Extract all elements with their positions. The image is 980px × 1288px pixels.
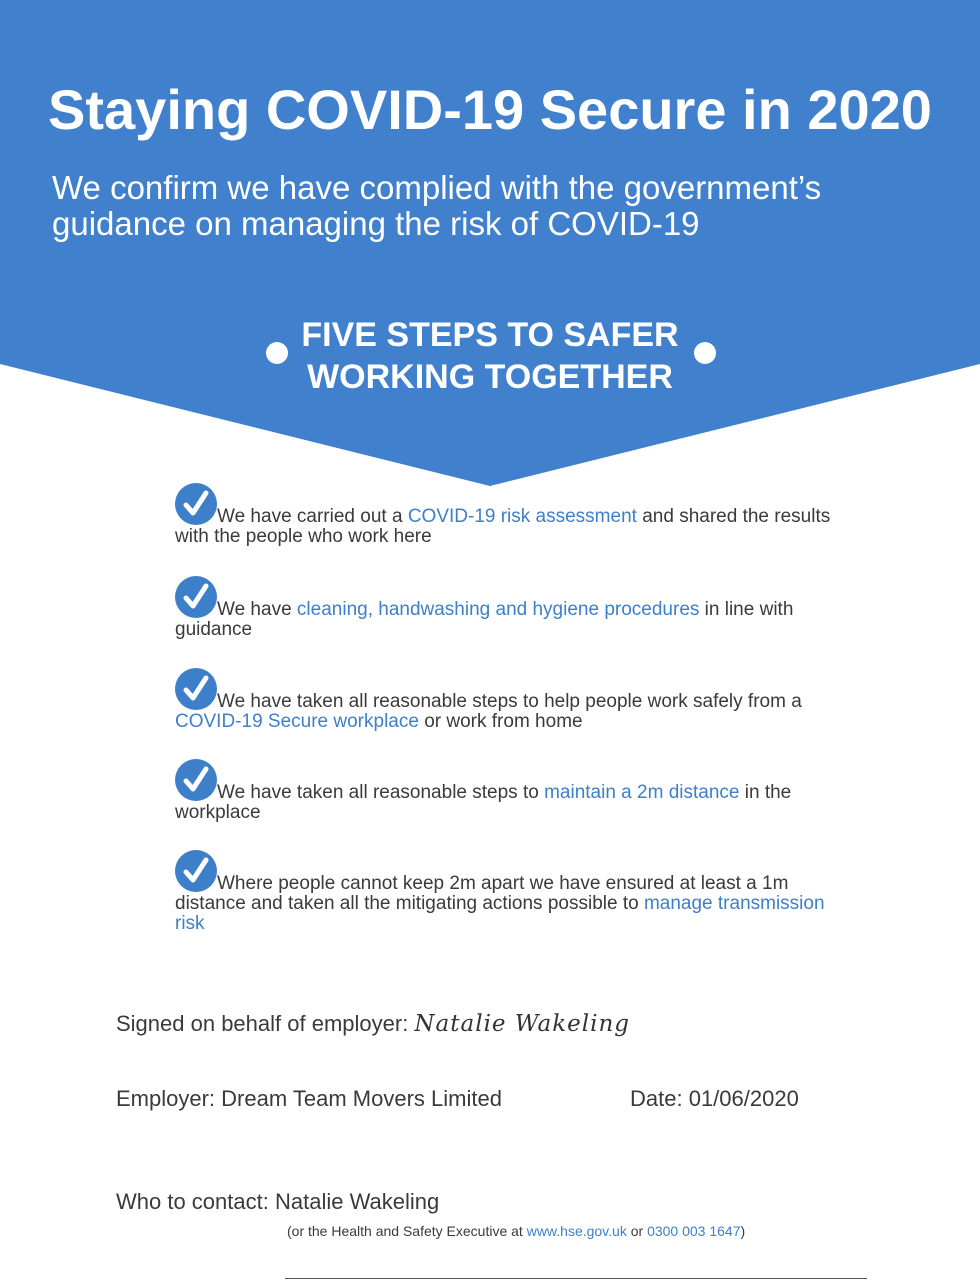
checkmark-circle-icon <box>175 759 217 801</box>
checkmark-circle-icon <box>175 483 217 525</box>
employer-line <box>116 1085 502 1113</box>
signed-label: Signed on behalf of employer: <box>116 1011 415 1036</box>
step-item <box>175 576 835 640</box>
date-value: 01/06/2020 <box>688 1086 799 1111</box>
step-item <box>175 759 835 823</box>
step-text-after: in line with guidance <box>175 599 794 640</box>
checkmark-circle-icon <box>175 850 217 892</box>
hse-phone-link[interactable]: 0300 003 1647 <box>647 1223 741 1239</box>
contact-value: Natalie Wakeling <box>274 1189 440 1214</box>
checkmark-circle-icon <box>175 576 217 618</box>
step-text-after: in the workplace <box>175 782 792 823</box>
step-link[interactable]: manage transmission risk <box>175 893 825 934</box>
banner-shape <box>0 0 980 490</box>
step-text-after: or work from home <box>418 711 583 732</box>
step-text <box>175 759 835 823</box>
page-title: Staying COVID-19 Secure in 2020 <box>48 78 932 141</box>
hse-note <box>287 1222 745 1240</box>
step-text <box>175 483 835 547</box>
contact-line <box>116 1188 439 1216</box>
step-link[interactable]: cleaning, handwashing and hygiene procedures <box>296 599 700 620</box>
step-text-before: We have <box>217 599 297 620</box>
step-text-before: We have taken all reasonable steps to help people work safely from a <box>217 691 802 712</box>
hse-or: or <box>626 1223 648 1239</box>
page-subtitle: We confirm we have complied with the government’s guidance on managing the risk of COVID-19 <box>52 169 822 242</box>
contact-label: Who to contact: <box>116 1189 275 1214</box>
steps-heading <box>290 314 690 398</box>
step-link[interactable]: maintain a 2m distance <box>544 782 740 803</box>
step-text <box>175 576 835 640</box>
checkmark-circle-icon <box>175 668 217 710</box>
hse-suffix: ) <box>740 1223 746 1239</box>
step-item <box>175 483 835 547</box>
step-item <box>175 850 835 934</box>
bullet-dot-icon <box>266 342 288 364</box>
step-text-before: We have taken all reasonable steps to <box>217 782 545 803</box>
employer-value: Dream Team Movers Limited <box>221 1086 502 1111</box>
step-link[interactable]: COVID-19 risk assessment <box>407 506 637 527</box>
step-link[interactable]: COVID-19 Secure workplace <box>175 711 419 732</box>
date-line <box>630 1085 799 1113</box>
step-text <box>175 668 835 732</box>
step-item <box>175 668 835 732</box>
signed-line <box>116 1010 630 1038</box>
employer-label: Employer: <box>116 1086 222 1111</box>
hse-website-link[interactable]: www.hse.gov.uk <box>526 1223 627 1239</box>
signature: Natalie Wakeling <box>414 1011 630 1037</box>
steps-heading-line: WORKING TOGETHER <box>307 358 673 396</box>
date-label: Date: <box>630 1086 689 1111</box>
step-text <box>175 850 835 934</box>
bullet-dot-icon <box>694 342 716 364</box>
header-banner <box>0 0 980 490</box>
step-text-before: We have carried out a <box>217 506 408 527</box>
hse-prefix: (or the Health and Safety Executive at <box>287 1223 527 1239</box>
divider-line <box>285 1278 867 1279</box>
steps-heading-line: FIVE STEPS TO SAFER <box>301 316 679 354</box>
step-text-before: Where people cannot keep 2m apart we have ensured at least a 1m distance and taken all the mitigating actions possible to <box>175 873 789 914</box>
step-text-after: and shared the results with the people who work here <box>175 506 831 547</box>
